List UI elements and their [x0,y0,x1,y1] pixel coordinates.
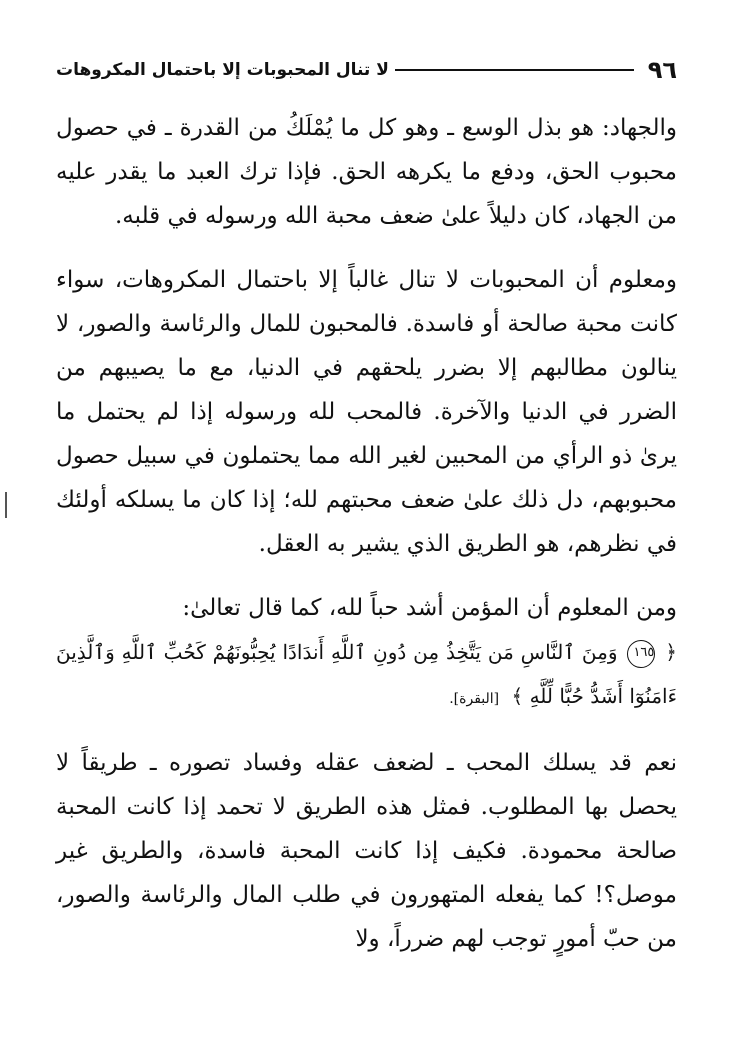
paragraph-closing: نعم قد يسلك المحب ـ لضعف عقله وفساد تصوره ـ طريقاً لا يحصل بها المطلوب. فمثل هذه الطريق لا تحمد إذا كانت المحبة صالحة محمودة. فكيف إذا كانت المحبة فاسدة، والطريق غير موصل؟! كما يفعله المتهورون في طلب المال والرئاسة والصور، من حبّ أمورٍ توجب لهم ضرراً، ولا [56,750,677,952]
verse-text: وَمِنَ ٱلنَّاسِ مَن يَتَّخِذُ مِن دُونِ ٱللَّهِ أَندَادًا يُحِبُّونَهُمْ كَحُبِّ ٱللَّهِ وَٱلَّذِينَ ءَامَنُوٓا أَشَدُّ حُبًّا لِّلَّهِ [56,640,677,708]
verse-close-brace: ﴾ [511,684,524,708]
margin-mark [5,492,7,518]
page-header [56,52,677,88]
surah-reference: [البقرة]. [449,691,500,707]
paragraph-hardships: ومعلوم أن المحبوبات لا تنال غالباً إلا باحتمال المكروهات، سواء كانت محبة صالحة أو فاسدة. فالمحبون للمال والرئاسة والصور، لا ينالون مطالبهم إلا بضرر يلحقهم في الدنيا، مع ما يصيبهم من الضرر في الدنيا والآخرة. فالمحب لله ورسوله إذا لم يحتمل ما يرىٰ ذو الرأي من المحبين لغير الله مما يحتملون في سبيل حصول محبوبهم، دل ذلك علىٰ ضعف محبتهم لله؛ إذا كان ما يسلكه أولئك في نظرهم، هو الطريق الذي يشير به العقل. [56,267,677,557]
header-rule [395,69,634,71]
quran-verse [56,630,677,721]
quran-citation [56,586,677,721]
page-body [56,106,677,961]
running-title: لا تنال المحبوبات إلا باحتمال المكروهات [56,60,389,80]
paragraph-jihad: والجهاد: هو بذل الوسع ـ وهو كل ما يُمْلَكُ من القدرة ـ في حصول محبوب الحق، ودفع ما يكرهه الحق. فإذا ترك العبد ما يقدر عليه من الجهاد، كان دليلاً علىٰ ضعف محبة الله ورسوله في قلبه. [56,115,677,229]
verse-open-brace: ﴿ [665,640,678,664]
citation-intro: ومن المعلوم أن المؤمن أشد حباً لله، كما قال تعالىٰ: [182,595,677,621]
page-number: ٩٦ [647,56,677,84]
verse-number-badge: ١٦٥ [627,640,655,668]
